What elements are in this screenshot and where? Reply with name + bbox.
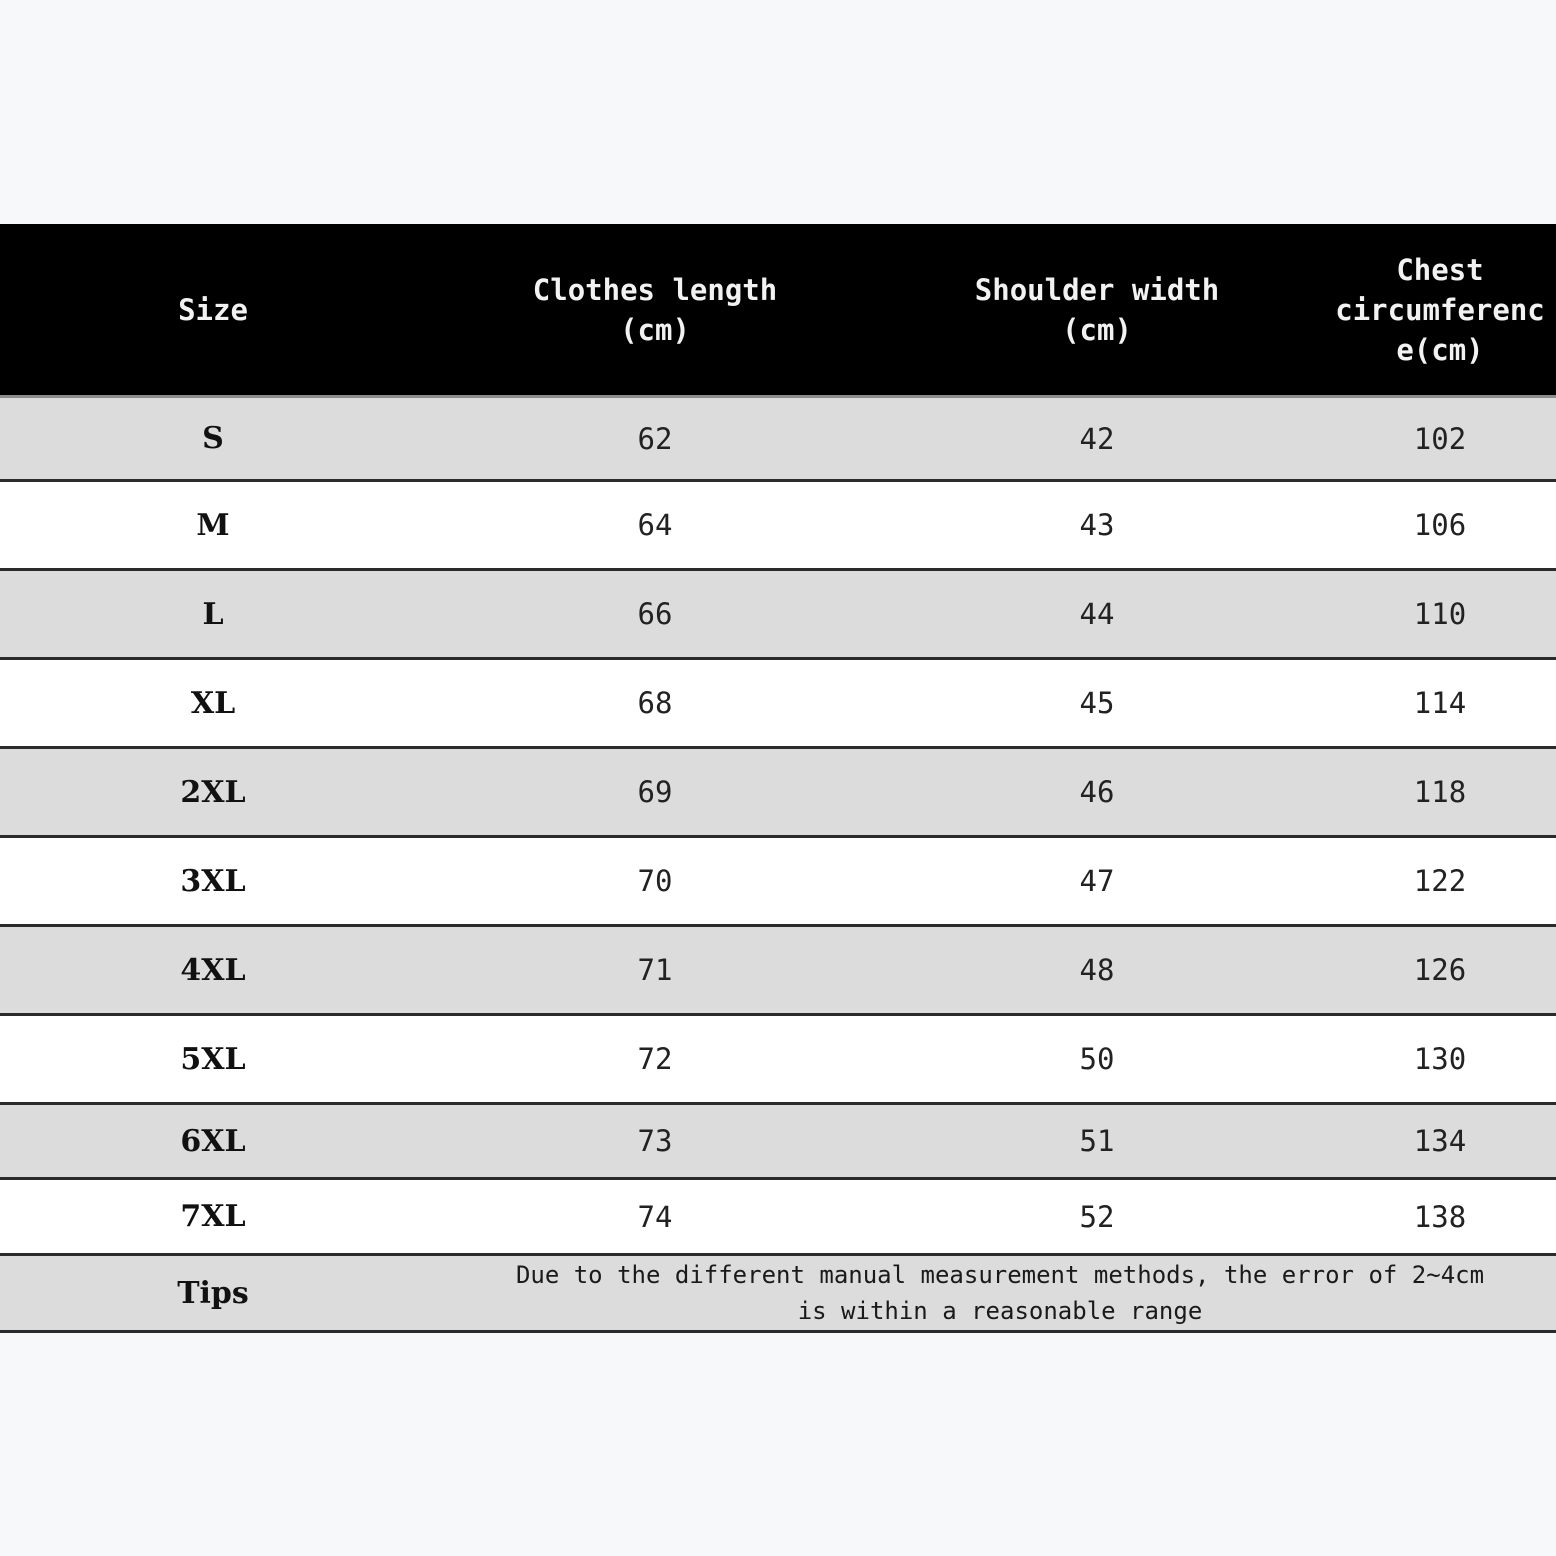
tips-line-2: is within a reasonable range — [797, 1297, 1203, 1325]
cell-chest-circumference: 130 — [1413, 1042, 1467, 1076]
cell-chest-circumference: 138 — [1413, 1199, 1467, 1234]
table-row — [0, 927, 1556, 1016]
cell-size: M — [196, 507, 230, 543]
header-shoulder-width-line2: (cm) — [1062, 312, 1132, 347]
tips-row — [0, 1256, 1556, 1333]
header-chest-line1: Chest — [1396, 252, 1484, 287]
cell-clothes-length: 72 — [637, 1042, 673, 1076]
cell-shoulder-width: 45 — [1079, 686, 1115, 720]
cell-clothes-length: 73 — [637, 1124, 673, 1158]
header-clothes-length-line2: (cm) — [620, 312, 690, 347]
cell-chest-circumference: 102 — [1413, 421, 1467, 456]
cell-size: 6XL — [180, 1123, 246, 1159]
cell-size: L — [202, 596, 224, 632]
cell-shoulder-width: 48 — [1079, 953, 1115, 987]
cell-chest-circumference: 114 — [1413, 686, 1467, 720]
cell-size: 7XL — [180, 1199, 246, 1234]
cell-shoulder-width: 42 — [1079, 421, 1115, 456]
cell-shoulder-width: 46 — [1079, 775, 1115, 809]
cell-shoulder-width: 50 — [1079, 1042, 1115, 1076]
table-row — [0, 571, 1556, 660]
cell-clothes-length: 74 — [637, 1199, 673, 1234]
table-row — [0, 749, 1556, 838]
header-shoulder-width — [884, 224, 1310, 395]
header-size-label: Size — [178, 292, 248, 327]
cell-chest-circumference: 110 — [1413, 597, 1467, 631]
cell-shoulder-width: 51 — [1079, 1124, 1115, 1158]
header-chest-line3: e(cm) — [1396, 332, 1484, 367]
cell-clothes-length: 71 — [637, 953, 673, 987]
table-row — [0, 1180, 1556, 1256]
size-chart-table — [0, 224, 1556, 1333]
table-row — [0, 660, 1556, 749]
table-row — [0, 482, 1556, 571]
cell-clothes-length: 64 — [637, 508, 673, 542]
table-row — [0, 1105, 1556, 1180]
cell-chest-circumference: 134 — [1413, 1124, 1467, 1158]
cell-chest-circumference: 126 — [1413, 953, 1467, 987]
cell-clothes-length: 69 — [637, 775, 673, 809]
cell-size: XL — [190, 685, 236, 721]
cell-size: 3XL — [180, 863, 246, 899]
table-row — [0, 838, 1556, 927]
table-header-row — [0, 224, 1556, 395]
table-body — [0, 395, 1556, 1256]
tips-line-1: Due to the different manual measurement methods, the error of 2~4cm — [515, 1261, 1485, 1289]
cell-shoulder-width: 47 — [1079, 864, 1115, 898]
header-chest-line2: circumferenc — [1335, 292, 1545, 327]
cell-clothes-length: 68 — [637, 686, 673, 720]
cell-shoulder-width: 44 — [1079, 597, 1115, 631]
cell-size: 4XL — [180, 952, 246, 988]
cell-size: S — [202, 421, 224, 456]
header-size — [0, 224, 426, 395]
table-row — [0, 1016, 1556, 1105]
header-chest-circumference — [1310, 224, 1556, 395]
table-row — [0, 395, 1556, 482]
tips-label: Tips — [177, 1275, 249, 1311]
header-clothes-length-line1: Clothes length — [532, 272, 778, 307]
cell-chest-circumference: 122 — [1413, 864, 1467, 898]
cell-size: 2XL — [180, 774, 246, 810]
cell-chest-circumference: 106 — [1413, 508, 1467, 542]
cell-shoulder-width: 43 — [1079, 508, 1115, 542]
cell-clothes-length: 70 — [637, 864, 673, 898]
cell-size: 5XL — [180, 1041, 246, 1077]
cell-shoulder-width: 52 — [1079, 1199, 1115, 1234]
cell-chest-circumference: 118 — [1413, 775, 1467, 809]
tips-text — [470, 1256, 1530, 1330]
header-clothes-length — [426, 224, 884, 395]
cell-clothes-length: 66 — [637, 597, 673, 631]
cell-clothes-length: 62 — [637, 421, 673, 456]
header-shoulder-width-line1: Shoulder width — [974, 272, 1220, 307]
